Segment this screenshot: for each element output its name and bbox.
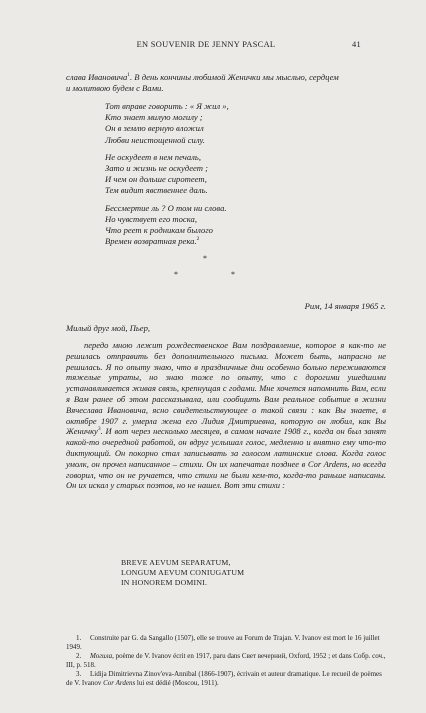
- poem-line-text: Что реет к родникам былого: [105, 225, 213, 236]
- footnote-ref-3[interactable]: 3: [97, 426, 101, 433]
- footnote-number: 1.: [76, 634, 82, 642]
- divider-star-left: *: [174, 270, 178, 279]
- poem-line: [105, 225, 345, 236]
- footnote-number: 3.: [76, 670, 82, 678]
- opening-paragraph: [66, 72, 386, 94]
- footnotes: [66, 634, 388, 688]
- opening-line1-end: . В день кончины любимой Женички мы мыслью, сердцем: [130, 72, 339, 82]
- opening-line1-start: слава Ивановича: [66, 72, 128, 82]
- footnote-ref-2[interactable]: 2: [196, 236, 200, 243]
- letter-body: [66, 340, 386, 491]
- page-number: 41: [352, 40, 361, 49]
- letter-body-part1: передо мною лежит рождественское Вам поздравление, которое я как-то не решилась отправить без дополнительного письма. Может быть, напрасно не решилась. Я по опыту знаю, что в праздничные дни особенно больно переживаются тяжелые утраты, но знаю тоже по опыту, что с дорогими ушедшими устанавливается живая связь, крепнущая с годами. Мне хочется напомнить Вам, если я Вам ранее об этом рассказывала, или сообщить Вам реальное событие в жизни Вячеслава Ивановича, ясно свидетельствующее о такой связи : как Вы знаете, в октябре 1907 г. умерла жена его Лидия Дмитриевна, которую он любил, как Вы Женичку: [66, 340, 386, 437]
- divider-star-right: *: [231, 270, 235, 279]
- poem-line: [105, 123, 345, 134]
- divider-star-top: *: [203, 254, 207, 263]
- poem-line-text: Но чувствует его тоска,: [105, 213, 197, 224]
- footnote-2: [66, 652, 388, 670]
- poem-line-text: Не оскудеет в нем печаль,: [105, 151, 201, 162]
- poem-line-text: Зато и жизнь не оскудеет ;: [105, 163, 208, 174]
- poem: [105, 101, 345, 253]
- inscription-line: IN HONOREM DOMINI.: [121, 577, 208, 587]
- poem-line: [105, 152, 345, 163]
- poem-line-text: Он в землю верную вложил: [105, 123, 204, 134]
- poem-line: [105, 185, 345, 196]
- running-title: EN SOUVENIR DE JENNY PASCAL: [136, 40, 276, 49]
- poem-line: [105, 101, 345, 112]
- poem-line: [105, 163, 345, 174]
- poem-line-text: Тем видит явственнее даль.: [105, 185, 208, 196]
- footnote-ref-1[interactable]: 1: [127, 72, 130, 79]
- poem-stanza: [105, 152, 345, 197]
- footnote-italic: Cor Ardens: [103, 679, 136, 687]
- footnote-text-end: , poème de V. Ivanov écrit en 1917, paru dans Свет вечерний, Oxford, 1952 ; et dans Собр. соч., III, p. 518.: [66, 652, 386, 669]
- poem-line-text: Времен возвратная река.: [105, 236, 197, 247]
- footnote-1: [66, 634, 388, 652]
- poem-line: [105, 214, 345, 225]
- letter-dateline: Рим, 14 января 1965 г.: [304, 301, 386, 311]
- inscription-line: BREVE AEVUM SEPARATUM,: [121, 558, 231, 567]
- inscription-line: LONGUM AEVUM CONIUGATUM: [121, 567, 245, 577]
- poem-stanza: [105, 203, 345, 248]
- footnote-italic: Могила: [90, 652, 113, 660]
- letter-body-part2: . И вот через несколько месяцев, в самом начале 1908 г., когда он был занят какой-то очередной работой, он вдруг услышал голос, медленно и внятно ему что-то диктующий. Он покорно стал записывать за голосом латинские слова. Когда голос умолк, он прочел написанное – стихи. Он их напечатал позднее в Cor Ardens, но всегда говорил, что он не ручается, что стихи не были кем-то, когда-то раньше написаны. Он их искал у старых поэтов, но не нашел. Вот эти стихи :: [66, 426, 386, 491]
- footnote-3: [66, 670, 388, 688]
- latin-inscription: [121, 558, 244, 587]
- footnote-text: Lidija Dimitrievna Zinov'eva-Annibal (1866-1907), écrivain et auteur dramatique. Le recueil de poèmes de V. Ivanov: [66, 670, 382, 687]
- footnote-text-end: lui est dédié (Moscou, 1911).: [135, 679, 219, 687]
- letter-greeting: Милый друг мой, Пьер,: [66, 323, 151, 333]
- poem-line-text: Любви неистощенной силу.: [105, 134, 205, 145]
- poem-line: [105, 135, 345, 146]
- poem-line: [105, 203, 345, 214]
- opening-line2: и молитвою будем с Вами.: [66, 82, 164, 93]
- poem-line: [105, 236, 345, 247]
- poem-line-text: Бессмертие ль ? О том ни слова.: [105, 202, 227, 213]
- poem-line: [105, 112, 345, 123]
- footnote-text: Construite par G. da Sangallo (1507), elle se trouve au Forum de Trajan. V. Ivanov est mort le 16 juillet 1949.: [66, 634, 380, 651]
- poem-line-text: И чем он дольше сиротеет,: [105, 174, 207, 185]
- poem-line-text: Кто знает милую могилу ;: [105, 112, 203, 123]
- poem-line: [105, 174, 345, 185]
- footnote-number: 2.: [76, 652, 82, 660]
- poem-line-text: Тот вправе говорить : « Я жил »,: [105, 101, 229, 111]
- poem-stanza: [105, 101, 345, 146]
